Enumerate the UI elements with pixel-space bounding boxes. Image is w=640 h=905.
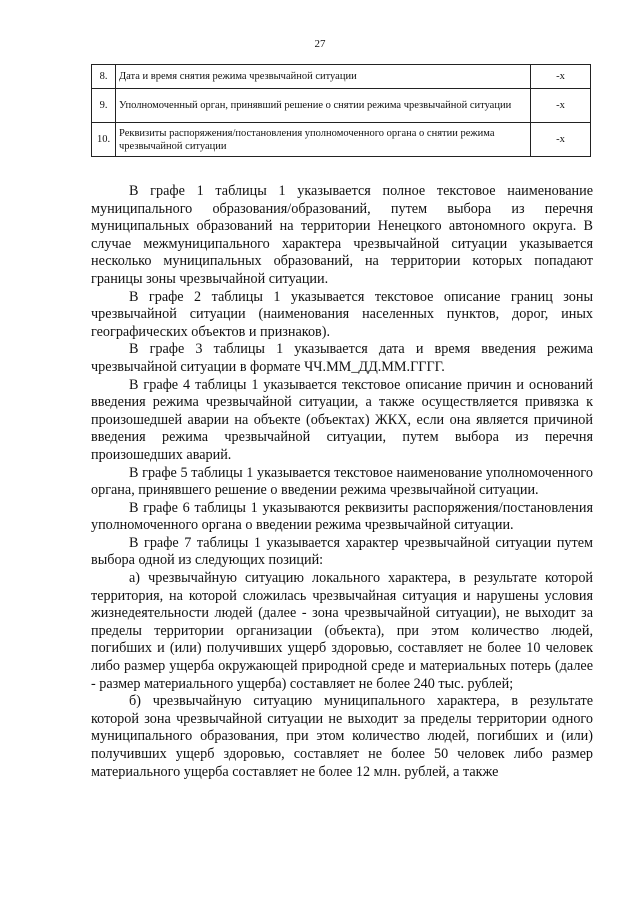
paragraph-column-2: В графе 2 таблицы 1 указывается текстовое описание границ зоны чрезвычайной ситуации (наименования населенных пунктов, дорог, иных географических объектов и признаков). [91, 288, 593, 340]
page-number: 27 [314, 38, 326, 50]
row-value: -x [531, 123, 591, 157]
requisites-table [91, 64, 591, 157]
paragraph-column-4: В графе 4 таблицы 1 указывается текстовое описание причин и оснований введения режима чрезвычайной ситуации, а также осуществляется привязка к произошедшей аварии на объекте (объектах) ЖКХ, если она является причиной введения режима чрезвычайной ситуации, путем выбора из перечня произошедших аварий. [91, 376, 593, 463]
paragraph-column-5: В графе 5 таблицы 1 указывается текстовое наименование уполномоченного органа, принявшего решение о введении режима чрезвычайной ситуации. [91, 464, 593, 499]
paragraph-municipal-emergency: б) чрезвычайную ситуацию муниципального характера, в результате которой зона чрезвычайной ситуации не выходит за пределы территории одного муниципального образования, при этом количество людей, погибших и (или) получивших ущерб здоровью, составляет не более 50 человек либо размер материального ущерба составляет не более 12 млн. рублей, а также [91, 693, 593, 780]
row-value: -x [531, 89, 591, 123]
row-description: Дата и время снятия режима чрезвычайной ситуации [116, 65, 531, 89]
paragraph-column-1: В графе 1 таблицы 1 указывается полное текстовое наименование муниципального образования/образований, путем выбора из перечня муниципальных образований на территории Ненецкого автономного округа. В случае межмуниципального характера чрезвычайной ситуации указывается несколько муниципальных образований, на территории которых попадают границы зоны чрезвычайной ситуации. [91, 183, 593, 287]
row-description: Реквизиты распоряжения/постановления уполномоченного органа о снятии режима чрезвычайной ситуации [116, 123, 531, 157]
table-row [92, 65, 591, 89]
row-description: Уполномоченный орган, принявший решение о снятии режима чрезвычайной ситуации [116, 89, 531, 123]
row-number: 9. [92, 89, 116, 123]
document-body [91, 183, 593, 781]
paragraph-column-3: В графе 3 таблицы 1 указывается дата и время введения режима чрезвычайной ситуации в формате ЧЧ.ММ_ДД.ММ.ГГГГ. [91, 341, 593, 375]
paragraph-column-7: В графе 7 таблицы 1 указывается характер чрезвычайной ситуации путем выбора одной из следующих позиций: [91, 534, 593, 569]
row-number: 8. [92, 65, 116, 89]
table-row [92, 123, 591, 157]
paragraph-local-emergency: а) чрезвычайную ситуацию локального характера, в результате которой территория, на которой сложилась чрезвычайная ситуация и нарушены условия жизнедеятельности людей (далее - зона чрезвычайной ситуации), не выходит за пределы территории организации (объекта), при этом количество людей, погибших и (или) получивших ущерб здоровью, составляет не более 10 человек либо размер ущерба окружающей природной среде и материальных потерь (далее - размер материального ущерба) составляет не более 240 тыс. рублей; [91, 570, 593, 692]
row-value: -x [531, 65, 591, 89]
table-row [92, 89, 591, 123]
row-number: 10. [92, 123, 116, 157]
paragraph-column-6: В графе 6 таблицы 1 указываются реквизиты распоряжения/постановления уполномоченного органа о введении режима чрезвычайной ситуации. [91, 499, 593, 534]
